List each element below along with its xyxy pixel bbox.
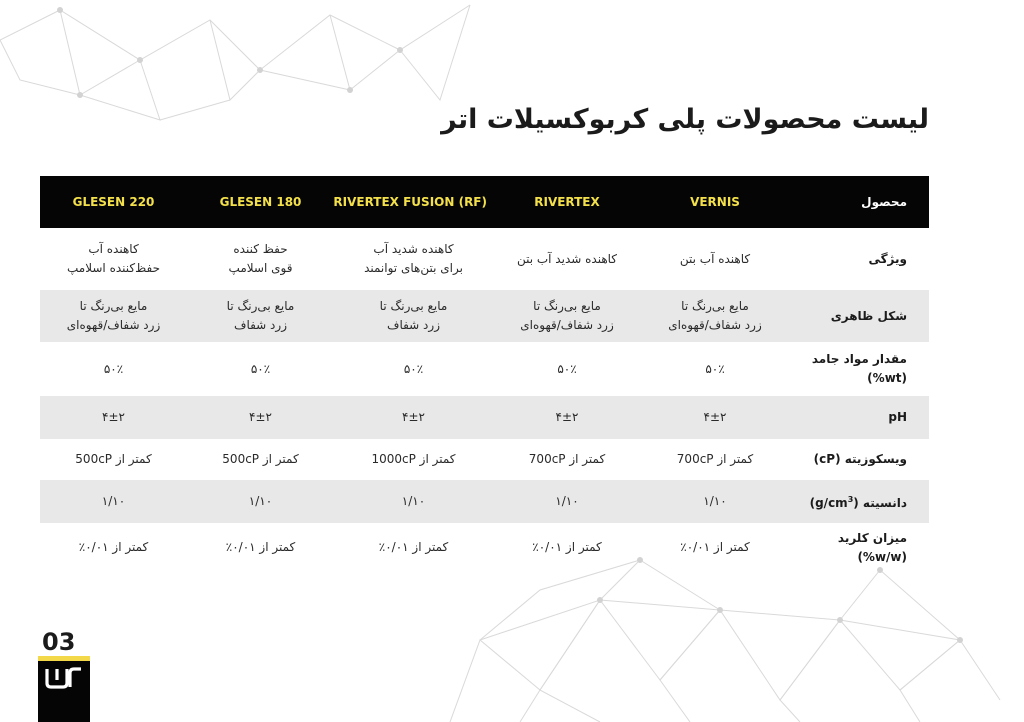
table-cell: کمتر از ۰/۰۱٪ bbox=[225, 540, 296, 554]
table-cell: ۵۰٪ bbox=[403, 361, 424, 376]
table-row-viscosity bbox=[40, 439, 929, 480]
header-product-glesen-220: GLESEN 220 bbox=[72, 194, 155, 209]
row-label: ویسکوزیته (cP) bbox=[813, 452, 907, 466]
table-cell: ۴±۲ bbox=[703, 410, 727, 424]
table-cell: کاهنده شدید آب بتن bbox=[516, 251, 618, 266]
table-cell: ۱/۱۰ bbox=[555, 494, 579, 508]
table-cell: مایع بی‌رنگ تا زرد شفاف/قهوه‌ای bbox=[668, 299, 762, 332]
row-label: دانسیته $(g/cm^3)$ bbox=[809, 495, 907, 510]
table-cell: کمتر از 700cP bbox=[528, 452, 606, 466]
table-cell: کمتر از ۰/۰۱٪ bbox=[78, 540, 149, 554]
header-product-glesen-180: GLESEN 180 bbox=[219, 194, 302, 209]
page-title: لیست محصولات پلی کربوکسیلات اتر bbox=[441, 104, 929, 135]
table-row-appearance bbox=[40, 290, 929, 342]
row-label: مقدار مواد جامد (wt%) bbox=[811, 352, 907, 385]
table-header-row bbox=[40, 176, 929, 228]
header-product-rivertex: RIVERTEX bbox=[534, 194, 600, 209]
row-label: ویژگی bbox=[868, 251, 907, 266]
table-cell: کمتر از ۰/۰۱٪ bbox=[680, 540, 750, 554]
table-cell: حفظ کننده قوی اسلامپ bbox=[228, 242, 293, 275]
table-cell: کمتر از ۰/۰۱٪ bbox=[378, 540, 449, 554]
row-label: شکل ظاهری bbox=[830, 308, 907, 323]
product-spec-table bbox=[40, 176, 929, 572]
brand-logo bbox=[38, 656, 90, 722]
table-row-chloride bbox=[40, 523, 929, 572]
table-cell: کمتر از 500cP bbox=[222, 452, 299, 466]
page-number: 03 bbox=[42, 628, 76, 656]
table-cell: ۴±۲ bbox=[555, 410, 579, 424]
table-row-ph bbox=[40, 396, 929, 439]
table-cell: کمتر از 1000cP bbox=[371, 452, 456, 466]
table-cell: ۱/۱۰ bbox=[401, 494, 426, 508]
table-cell: ۱/۱۰ bbox=[703, 494, 727, 508]
row-label: pH bbox=[888, 410, 907, 424]
header-product-label: محصول bbox=[861, 194, 907, 209]
row-label: میزان کلرید (w/w%) bbox=[837, 530, 907, 564]
table-row-feature bbox=[40, 228, 929, 290]
header-product-vernis: VERNIS bbox=[690, 194, 740, 209]
table-cell: کاهنده شدید آب برای بتن‌های توانمند bbox=[364, 242, 463, 275]
table-row-density bbox=[40, 480, 929, 523]
table-cell: کاهنده آب حفظ‌کننده اسلامپ bbox=[67, 242, 160, 275]
table-cell: کمتر از ۰/۰۱٪ bbox=[532, 540, 602, 554]
table-row-solid-content bbox=[40, 342, 929, 396]
header-product-rivertex-fusion: RIVERTEX FUSION (RF) bbox=[333, 194, 487, 209]
table-cell: کمتر از 500cP bbox=[75, 452, 152, 466]
table-cell: ۵۰٪ bbox=[557, 361, 577, 376]
brand-logo-icon bbox=[44, 666, 84, 690]
table-cell: مایع بی‌رنگ تا زرد شفاف bbox=[379, 299, 448, 332]
table-cell: ۴±۲ bbox=[249, 410, 272, 424]
table-cell: ۵۰٪ bbox=[250, 361, 271, 376]
table-cell: کمتر از 700cP bbox=[676, 452, 754, 466]
table-cell: ۵۰٪ bbox=[705, 361, 725, 376]
table-cell: ۱/۱۰ bbox=[101, 494, 126, 508]
table-cell: ۴±۲ bbox=[402, 410, 425, 424]
table-cell: مایع بی‌رنگ تا زرد شفاف bbox=[226, 299, 295, 332]
table-cell: ۱/۱۰ bbox=[248, 494, 273, 508]
logo-accent-bar bbox=[38, 656, 90, 661]
table-cell: ۴±۲ bbox=[102, 410, 125, 424]
table-cell: ۵۰٪ bbox=[103, 361, 124, 376]
table-cell: مایع بی‌رنگ تا زرد شفاف/قهوه‌ای bbox=[66, 299, 161, 332]
table-cell: کاهنده آب بتن bbox=[679, 251, 751, 266]
table-cell: مایع بی‌رنگ تا زرد شفاف/قهوه‌ای bbox=[520, 299, 614, 332]
